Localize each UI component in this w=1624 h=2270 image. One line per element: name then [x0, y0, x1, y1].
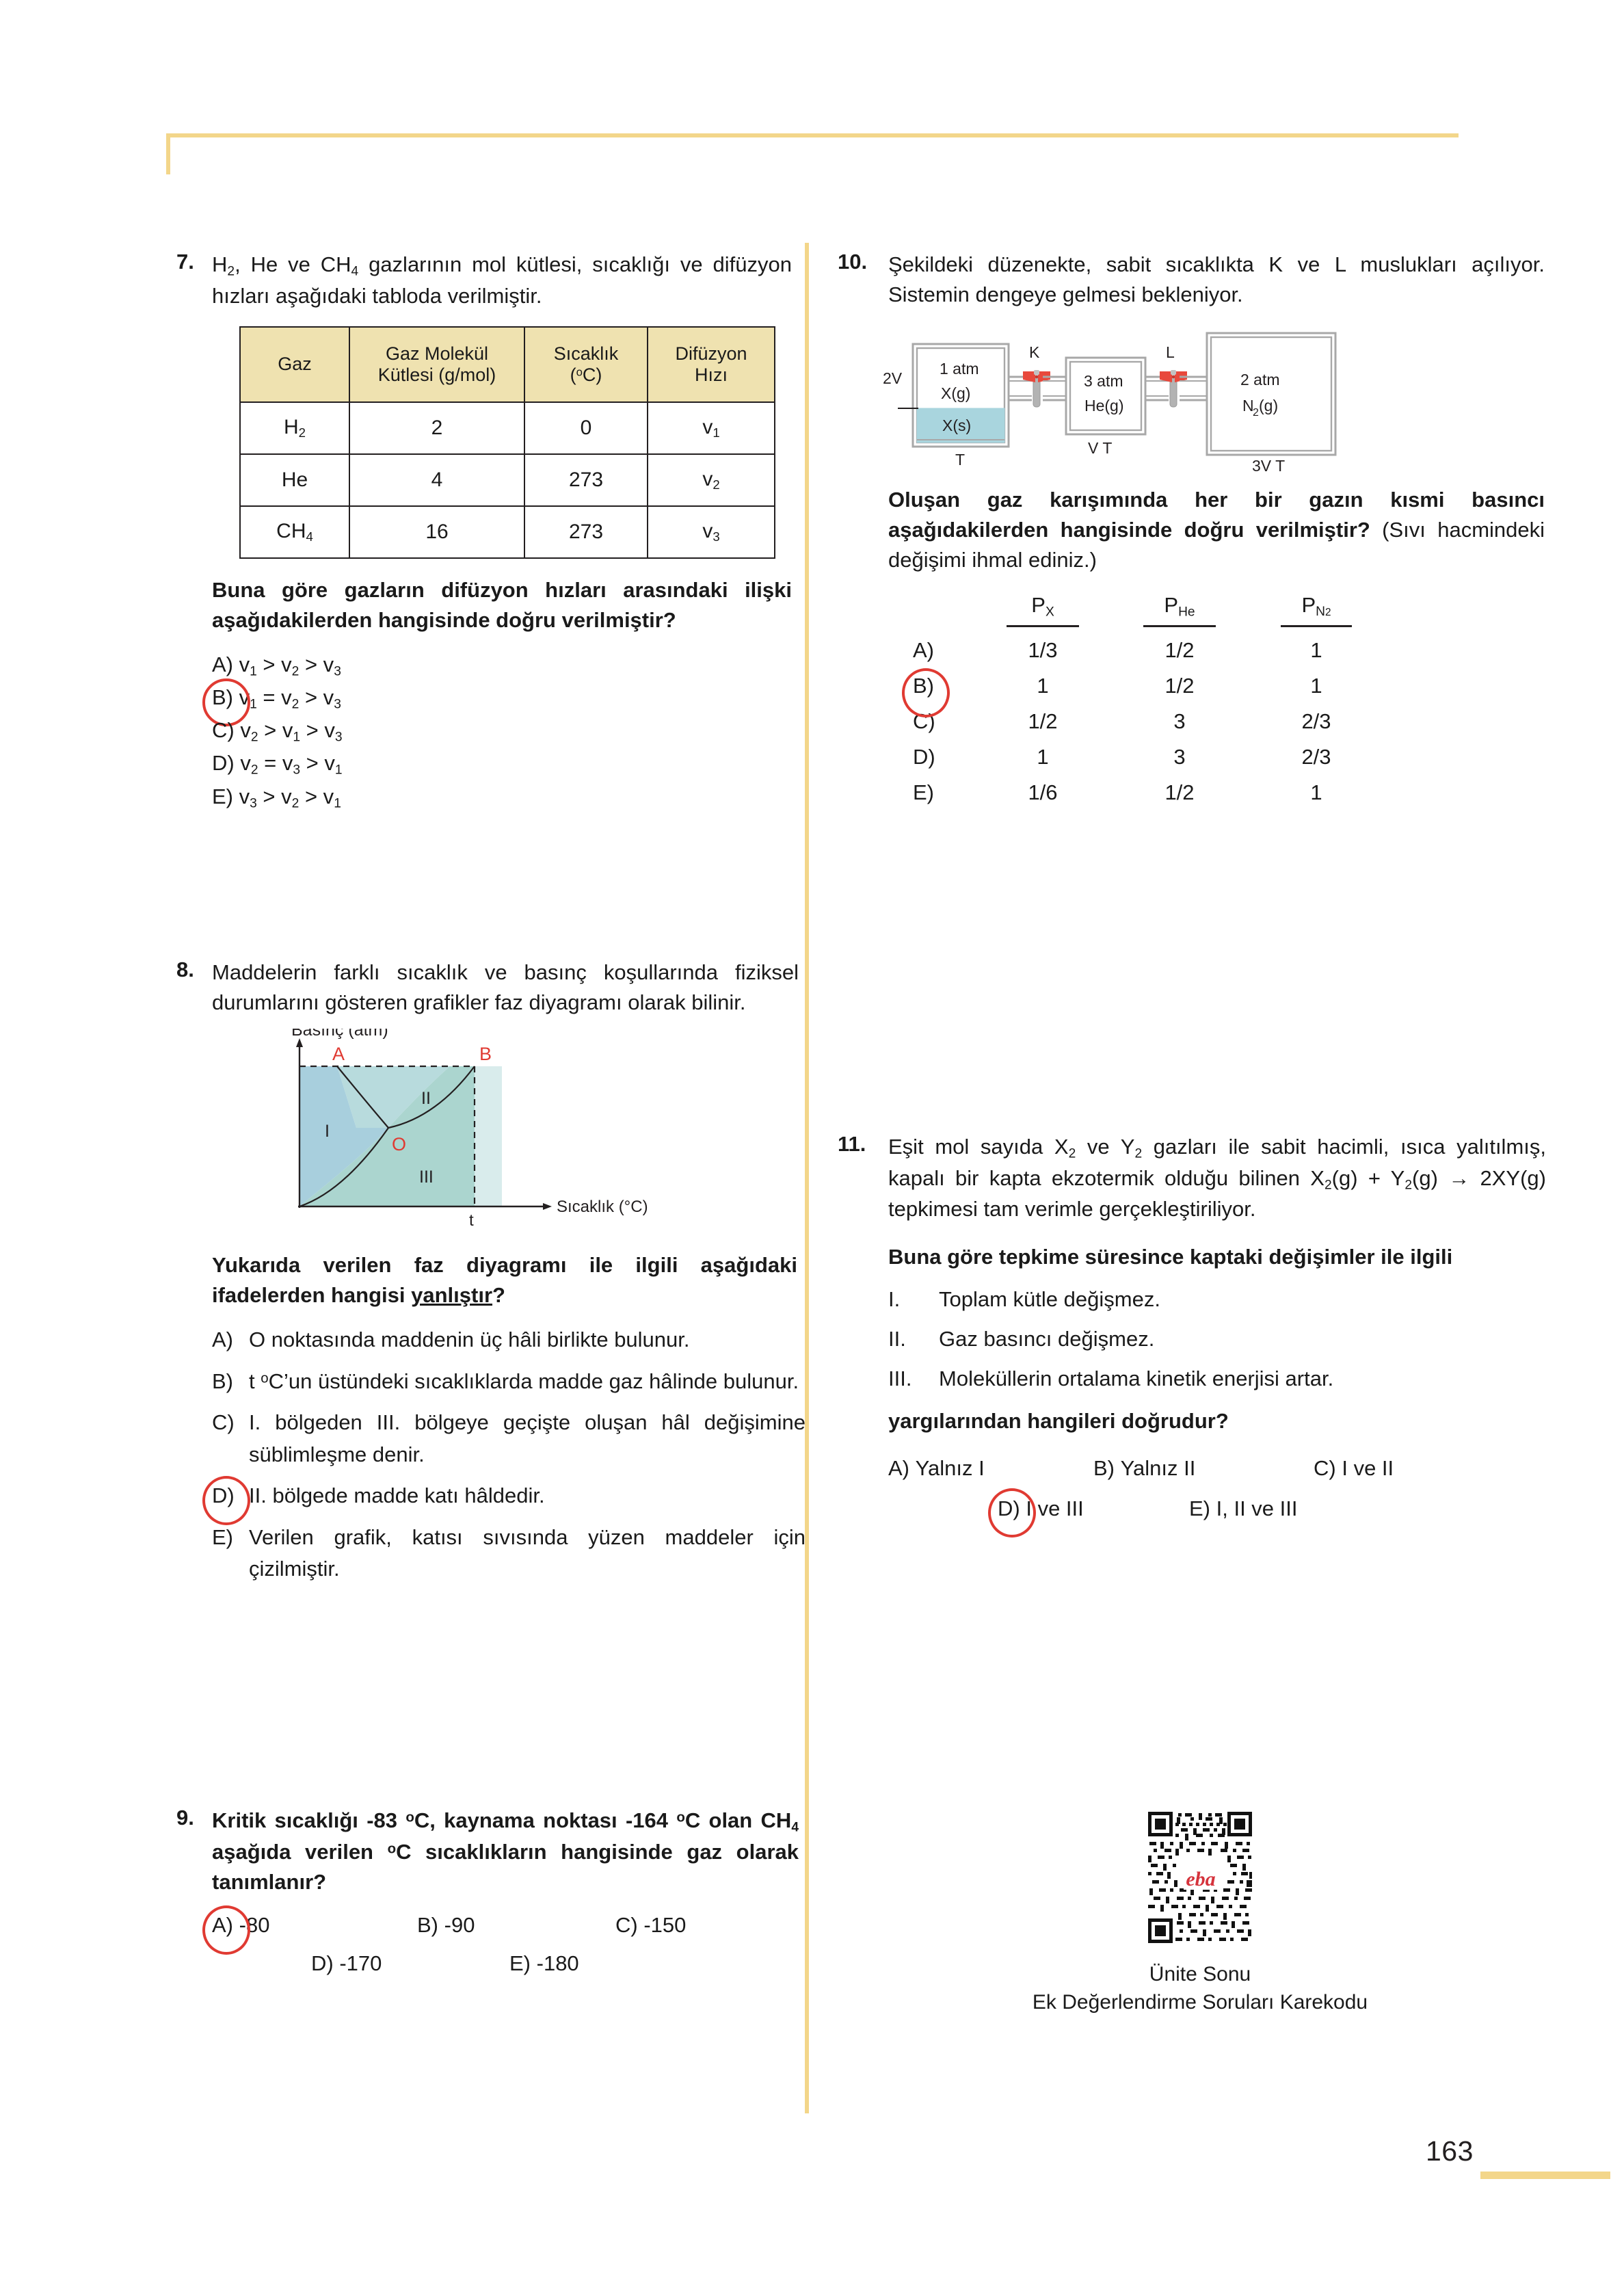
- question-10-prompt-tail: (Sıvı hacmindeki değişimi ihmal ediniz.): [888, 518, 1545, 572]
- gold-bottom-bar: [1480, 2172, 1610, 2179]
- question-9: [176, 1806, 799, 1980]
- svg-text:II: II: [421, 1089, 431, 1109]
- svg-text:t: t: [469, 1211, 474, 1230]
- svg-text:X(s): X(s): [942, 417, 972, 435]
- cell-rate: $v_1$: [648, 402, 775, 454]
- option-b-text: t $^o$C’un üstündeki sıcaklıklarda madde gaz hâlinde bulunur.: [249, 1369, 799, 1393]
- option-c-text: -150: [643, 1912, 687, 1937]
- option-d-text: -170: [339, 1951, 382, 1976]
- answer-row-b[interactable]: [913, 674, 1528, 698]
- row-e-px: 1/6: [1028, 780, 1058, 805]
- svg-text:X(g): X(g): [941, 384, 971, 403]
- phase-diagram: [217, 1029, 723, 1241]
- option-row-1: [212, 1910, 807, 1942]
- table-row: [240, 454, 775, 506]
- question-11-question: yargılarından hangileri doğrudur?: [888, 1409, 1229, 1434]
- header-diffusion-rate: [648, 327, 775, 402]
- gas-properties-table: [239, 326, 775, 559]
- question-8: [176, 958, 806, 1585]
- statement-1-num: I.: [888, 1287, 901, 1312]
- underlined-word: yanlıştır: [411, 1283, 493, 1308]
- gold-left-corner: [166, 133, 170, 174]
- option-a-text: -80: [239, 1912, 270, 1937]
- svg-text:2 atm: 2 atm: [1240, 371, 1280, 389]
- option-d[interactable]: [998, 1493, 1189, 1525]
- option-b-text: Yalnız II: [1120, 1456, 1196, 1481]
- svg-text:He(g): He(g): [1084, 397, 1124, 415]
- cell-gas: He: [240, 454, 349, 506]
- cell-temp: 273: [524, 454, 648, 506]
- option-a-label: A): [212, 1912, 233, 1937]
- cell-temp: 0: [524, 402, 648, 454]
- question-10-number: 10.: [838, 250, 868, 274]
- option-b[interactable]: B) $v_1 = v_2 > v_3$: [212, 682, 792, 715]
- option-e-label: E): [509, 1951, 531, 1976]
- row-a-label: A): [913, 638, 934, 663]
- answer-row-d[interactable]: [913, 745, 1528, 769]
- option-c[interactable]: [615, 1910, 686, 1942]
- svg-text:B: B: [479, 1044, 492, 1065]
- option-b-text: -90: [444, 1912, 475, 1937]
- question-7-stem: $H_2$, He ve $CH_4$ gazlarının mol kütlesi, sıcaklığı ve difüzyon hızları aşağıdaki tabloda verilmiştir.: [212, 252, 792, 308]
- option-d[interactable]: D) $v_2 = v_3 > v_1$: [212, 748, 792, 780]
- question-9-options: [212, 1910, 807, 1980]
- svg-text:3V T: 3V T: [1252, 457, 1286, 475]
- row-a-phe: 1/2: [1164, 638, 1195, 663]
- question-11: [838, 1132, 1562, 1525]
- statement-2-text: Gaz basıncı değişmez.: [939, 1327, 1155, 1351]
- option-c-label: C): [212, 718, 235, 743]
- option-e[interactable]: [212, 1522, 806, 1585]
- row-b-pn2: 1: [1310, 674, 1322, 698]
- svg-text:III: III: [419, 1167, 434, 1187]
- row-d-label: D): [913, 745, 935, 769]
- option-e-label: E): [212, 784, 233, 808]
- row-a-px: 1/3: [1028, 638, 1058, 663]
- table-row: [240, 402, 775, 454]
- option-a[interactable]: [212, 1910, 417, 1942]
- header-diffusion-l1: Difüzyon: [675, 343, 747, 364]
- question-11-number: 11.: [838, 1132, 866, 1156]
- answer-row-c[interactable]: [913, 709, 1528, 734]
- statement-3-text: Moleküllerin ortalama kinetik enerjisi artar.: [939, 1367, 1334, 1391]
- question-8-stem: Maddelerin farklı sıcaklık ve basınç koşullarında fiziksel durumlarını gösteren grafikler faz diyagramı olarak bilinir.: [212, 960, 799, 1015]
- option-e-label: E): [212, 1525, 233, 1549]
- header-diffusion-l2: Hızı: [694, 364, 728, 385]
- question-11-prompt: Buna göre tepkime süresince kaptaki değişimler ile ilgili: [888, 1245, 1453, 1269]
- option-b[interactable]: [212, 1366, 806, 1398]
- question-7: [176, 250, 792, 814]
- question-7-options: [212, 649, 792, 814]
- option-a-label: A): [212, 1328, 233, 1352]
- option-d-label: D): [311, 1951, 334, 1976]
- option-b[interactable]: [417, 1910, 615, 1942]
- option-c-label: C): [615, 1912, 638, 1937]
- option-a-label: A): [212, 652, 233, 676]
- svg-text:I: I: [325, 1122, 330, 1141]
- statement-1-text: Toplam kütle değişmez.: [939, 1287, 1160, 1312]
- question-10-prompt-bold: Oluşan gaz karışımında her bir gazın kısmi basıncı aşağıdakilerden hangisinde doğru verilmiştir?: [888, 488, 1545, 542]
- qr-block: [838, 1809, 1562, 2016]
- question-9-number: 9.: [176, 1806, 194, 1830]
- option-d[interactable]: [311, 1948, 509, 1980]
- svg-text:O: O: [392, 1134, 407, 1155]
- statement-2: [888, 1324, 1546, 1354]
- answer-row-a[interactable]: [913, 638, 1528, 663]
- answer-row-e[interactable]: [913, 780, 1528, 805]
- option-a[interactable]: A) $v_1 > v_2 > v_3$: [212, 649, 792, 682]
- question-10-stem: Şekildeki düzenekte, sabit sıcaklıkta K ve L muslukları açılıyor. Sistemin dengeye gelmesi bekleniyor.: [888, 252, 1545, 307]
- cell-mass: 4: [349, 454, 524, 506]
- row-a-pn2: 1: [1310, 638, 1322, 663]
- option-d-label: D): [212, 751, 235, 776]
- option-a[interactable]: [212, 1324, 806, 1356]
- option-c[interactable]: [212, 1407, 806, 1470]
- svg-text:Basınç (atm): Basınç (atm): [291, 1029, 388, 1040]
- cell-temp: 273: [524, 506, 648, 558]
- row-e-pn2: 1: [1310, 780, 1322, 805]
- row-d-px: 1: [1037, 745, 1049, 769]
- header-px: $P_X$: [974, 593, 1111, 627]
- row-c-pn2: 2/3: [1301, 709, 1331, 734]
- cell-mass: 16: [349, 506, 524, 558]
- gas-apparatus-diagram: [870, 325, 1561, 475]
- answer-table-header-row: [913, 593, 1528, 627]
- option-e-text: I, II ve III: [1216, 1496, 1298, 1520]
- option-c-text: I. bölgeden III. bölgeye geçişte oluşan hâl değişimine süblimleşme denir.: [249, 1410, 806, 1466]
- question-10-answer-table: [913, 593, 1528, 805]
- svg-text:eba: eba: [1186, 1868, 1216, 1890]
- option-e[interactable]: [1189, 1493, 1298, 1525]
- statement-1: [888, 1284, 1546, 1315]
- qr-caption-line-1: Ünite Sonu: [1149, 1963, 1251, 1985]
- option-c[interactable]: C) $v_2 > v_1 > v_3$: [212, 715, 792, 748]
- question-8-options: [212, 1324, 806, 1585]
- statement-2-num: II.: [888, 1327, 906, 1351]
- row-d-phe: 3: [1173, 745, 1186, 769]
- header-phe: $P_{He}$: [1111, 593, 1248, 627]
- header-gaz: Gaz: [240, 327, 349, 402]
- row-c-px: 1/2: [1028, 709, 1058, 734]
- question-7-number: 7.: [176, 250, 194, 274]
- cell-rate: $v_3$: [648, 506, 775, 558]
- table-header-row: [240, 327, 775, 402]
- option-a[interactable]: [888, 1453, 1093, 1485]
- question-11-options: [888, 1453, 1558, 1525]
- svg-text:V T: V T: [1088, 439, 1113, 458]
- row-c-phe: 3: [1173, 709, 1186, 734]
- svg-text:A: A: [332, 1044, 345, 1065]
- question-8-prompt: Yukarıda verilen faz diyagramı ile ilgili aşağıdaki ifadelerden hangisi yanlıştır?: [212, 1253, 797, 1308]
- option-d-text: I ve III: [1026, 1496, 1084, 1520]
- svg-text:Sıcaklık (°C): Sıcaklık (°C): [557, 1198, 648, 1217]
- header-temperature: [524, 327, 648, 402]
- svg-text:2: 2: [1253, 407, 1259, 419]
- option-c-label: C): [1314, 1456, 1336, 1481]
- header-temperature-l2: ($^o$C): [570, 364, 602, 385]
- header-molar-mass-l2: Kütlesi (g/mol): [377, 364, 496, 385]
- qr-code[interactable]: [1145, 1809, 1255, 1946]
- row-d-pn2: 2/3: [1301, 745, 1331, 769]
- option-c-text: I ve II: [1342, 1456, 1394, 1481]
- option-a-text: Yalnız I: [915, 1456, 985, 1481]
- option-a-text: O noktasında maddenin üç hâli birlikte bulunur.: [249, 1328, 690, 1352]
- option-e-text: Verilen grafik, katısı sıvısında yüzen maddeler için çizilmiştir.: [249, 1525, 806, 1581]
- svg-text:3 atm: 3 atm: [1084, 372, 1123, 391]
- gold-top-border: [166, 133, 1459, 137]
- cell-gas: $CH_4$: [240, 506, 349, 558]
- qr-caption-line-2: Ek Değerlendirme Soruları Karekodu: [1032, 1990, 1368, 2014]
- option-e-text: -180: [536, 1951, 579, 1976]
- question-11-statements: [888, 1284, 1546, 1394]
- page-number: 163: [1426, 2135, 1474, 2167]
- row-b-phe: 1/2: [1164, 674, 1195, 698]
- column-divider: [805, 243, 809, 2113]
- option-d-text: II. bölgede madde katı hâldedir.: [249, 1483, 545, 1508]
- option-row-1: [888, 1453, 1558, 1485]
- statement-3-num: III.: [888, 1367, 912, 1391]
- svg-text:(g): (g): [1259, 397, 1279, 415]
- option-e-label: E): [1189, 1496, 1210, 1520]
- row-e-phe: 1/2: [1164, 780, 1195, 805]
- svg-text:T: T: [955, 451, 966, 469]
- option-b-label: B): [1093, 1456, 1115, 1481]
- question-9-prompt: Kritik sıcaklığı -83 $^o$C, kaynama noktası -164 $^o$C olan $CH_4$ aşağıda verilen $^o$C sıcaklıkların hangisinde gaz olarak tanımlanır?: [212, 1808, 799, 1894]
- header-molar-mass: [349, 327, 524, 402]
- option-row-2: [888, 1493, 1558, 1525]
- option-c[interactable]: [1314, 1453, 1394, 1485]
- option-e[interactable]: E) $v_3 > v_2 > v_1$: [212, 781, 792, 814]
- header-molar-mass-l1: Gaz Molekül: [385, 343, 489, 364]
- question-10-prompt: [888, 485, 1545, 575]
- svg-text:L: L: [1166, 343, 1175, 362]
- row-b-label: B): [913, 674, 934, 698]
- question-11-stem: Eşit mol sayıda $X_2$ ve $Y_2$ gazları ile sabit hacimli, ısıca yalıtılmış, kapalı bir kapta ekzotermik olduğu bilinen $X_2(g) + Y_2(g) \to 2XY(g)$ tepkimesi tam verimle gerçekleştiriliyor.: [888, 1135, 1546, 1222]
- svg-text:N: N: [1242, 397, 1254, 415]
- option-e[interactable]: [509, 1948, 579, 1980]
- statement-3: [888, 1364, 1546, 1394]
- cell-gas: $H_2$: [240, 402, 349, 454]
- svg-text:1 atm: 1 atm: [940, 360, 979, 378]
- header-temperature-l1: Sıcaklık: [553, 343, 619, 364]
- question-10: [838, 250, 1562, 805]
- option-b-label: B): [212, 1369, 233, 1393]
- cell-mass: 2: [349, 402, 524, 454]
- row-b-px: 1: [1037, 674, 1049, 698]
- option-b-label: B): [417, 1912, 438, 1937]
- qr-caption: [838, 1961, 1562, 2016]
- row-c-label: C): [913, 709, 935, 734]
- cell-rate: $v_2$: [648, 454, 775, 506]
- option-d-label: D): [212, 1483, 235, 1508]
- option-row-2: [212, 1948, 807, 1980]
- option-b[interactable]: [1093, 1453, 1314, 1485]
- table-row: [240, 506, 775, 558]
- svg-text:K: K: [1029, 343, 1040, 362]
- question-8-number: 8.: [176, 958, 194, 981]
- option-b-label: B): [212, 685, 233, 709]
- question-7-prompt: Buna göre gazların difüzyon hızları arasındaki ilişki aşağıdakilerden hangisinde doğru verilmiştir?: [212, 577, 792, 632]
- option-d-label: D): [998, 1496, 1020, 1520]
- option-d[interactable]: [212, 1480, 806, 1512]
- option-a-label: A): [888, 1456, 909, 1481]
- svg-text:2V: 2V: [883, 369, 903, 388]
- option-c-label: C): [212, 1410, 235, 1435]
- header-pn2: $P_{N2}$: [1248, 593, 1385, 627]
- row-e-label: E): [913, 780, 934, 805]
